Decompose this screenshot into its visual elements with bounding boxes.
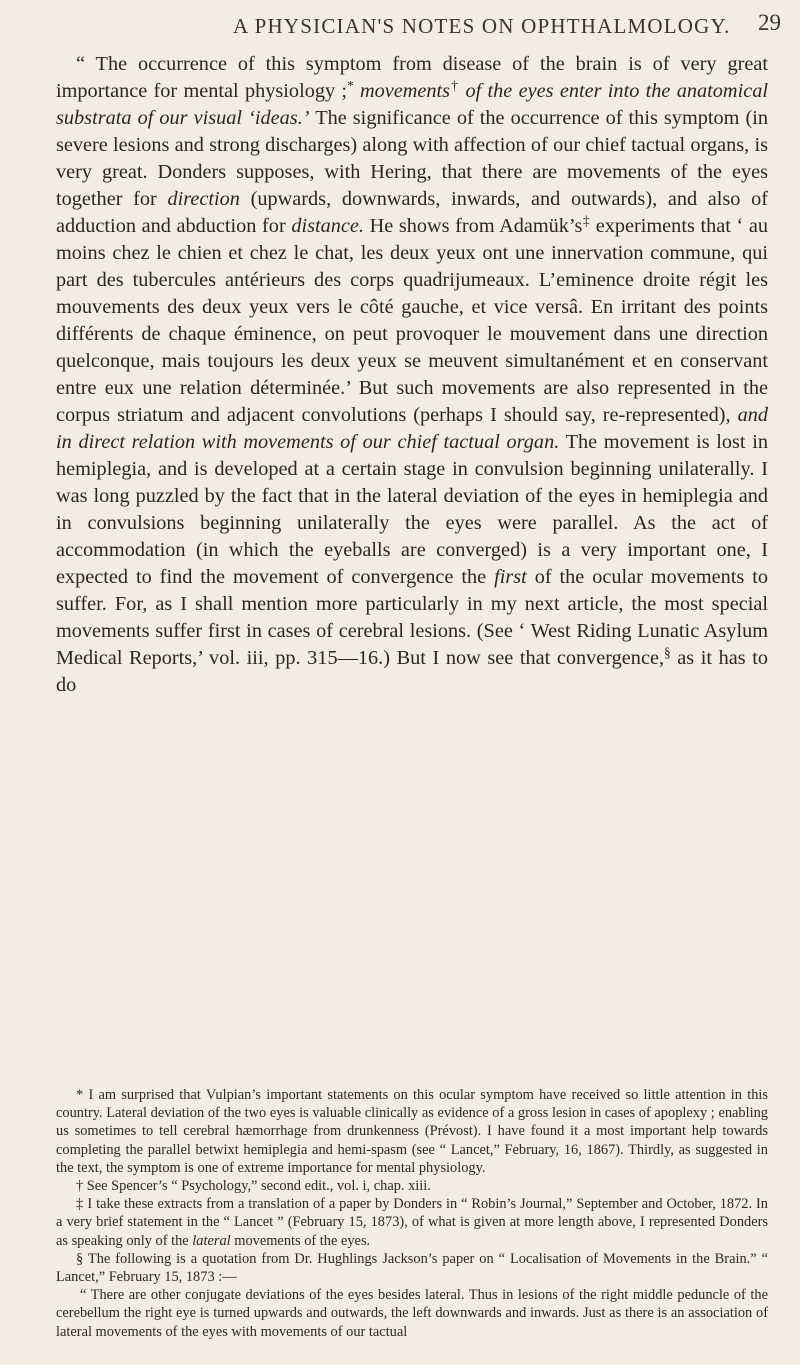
footnote-vulpian [56, 1086, 768, 1177]
italic-run: distance. [291, 215, 364, 237]
footnote-quotation [56, 1286, 768, 1341]
text-run: He shows from Adamük’s [363, 215, 583, 237]
footnotes [56, 1086, 768, 1341]
footnote-marker: † [450, 77, 460, 93]
italic-run: first [494, 566, 527, 588]
footnote-donders [56, 1195, 768, 1250]
text-run: § The following is a quotation from Dr. Hughlings Jackson’s paper on “ Localisation of Movements in the Brain.” “ Lancet,” February 15, 1873 :— [56, 1250, 768, 1286]
text-run: ‡ I take these extracts from a translation of a paper by Donders in “ Robin’s Journal,” September and October, 1872. In a very brief statement in the “ Lancet ” (February 15, 1873), of what is given at more length above, I represented Donders as speaking only of the [56, 1196, 768, 1249]
text-run: “ There are other conjugate deviations of the eyes besides lateral. Thus in lesions of the right middle peduncle of the cerebellum the right eye is turned upwards and outwards, the left downwards and inwards. Just as there is an association of lateral movements of the eyes with movements of our tactual [56, 1287, 768, 1340]
footnote-spencer [56, 1177, 768, 1195]
page-number: 29 [758, 10, 781, 35]
italic-run: and in direct relation with movements of our chief tactual organ. [56, 404, 768, 453]
text-run: The movement is lost in hemiplegia, and is developed at a certain stage in convulsion beginning unilaterally. I was long puzzled by the fact that in the lateral deviation of the eyes in hemiplegia and in convulsions beginning unilaterally the eyes were parallel. As the act of accommodation (in which the eyeballs are converged) is a very important one, I expected to find the movement of convergence the [56, 431, 768, 588]
italic-run: lateral [192, 1232, 231, 1249]
paragraph [56, 51, 768, 699]
running-title: A PHYSICIAN'S NOTES ON OPHTHALMOLOGY. [233, 14, 731, 38]
text-run: of the ocular movements to suffer. For, as I shall mention more particularly in my next article, the most special movements suffer first in cases of cerebral lesions. (See ‘ West Riding Lunatic Asylum Medical Reports,’ vol. iii, pp. 315—16.) But I now see that convergence, [56, 566, 769, 669]
text-run: † See Spencer’s “ Psychology,” second edit., vol. i, chap. xiii. [76, 1178, 431, 1195]
footnote-marker: ‡ [582, 212, 591, 228]
footnote-hughlings-jackson [56, 1250, 768, 1286]
italic-run: direction [167, 188, 240, 210]
text-run: * I am surprised that Vulpian’s important statements on this ocular symptom have received so little attention in this country. Lateral deviation of the two eyes is valuable clinically as evidence of a gross lesion in cases of apoplexy ; enabling us sometimes to tell cerebral hæmorrhage from drunkenness (Prévost). I have found it a most important help towards completing the parallel betwixt hemiplegia and hemi-spasm (see “ Lancet,” February, 16, 1867). Thirdly, as suggested in the text, the symptom is one of extreme importance for mental physiology. [56, 1087, 768, 1176]
text-run: as it has to do [56, 647, 768, 696]
text-run: “ The occurrence of this symptom from disease of the brain is of very great importance for mental physiology ; [56, 53, 768, 102]
footnote-marker: § [664, 644, 671, 660]
text-run: experiments that ‘ au moins chez le chien et chez le chat, les deux yeux ont une innervation commune, qui part des tubercules antérieurs des corps quadrijumeaux. L’eminence droite régit les mouvements des deux yeux vers le côté gauche, et vice versâ. En irritant des points différents de chaque éminence, on peut provoquer le mouvement dans une direction quelconque, mais toujours les deux yeux se meuvent simultanément et en conservant entre eux une relation déterminée.’ But such movements are also represented in the corpus striatum and adjacent convolutions (perhaps I should say, re-represented), [56, 215, 768, 426]
text-run: (upwards, downwards, inwards, and outwards), and also of adduction and abduction for [56, 188, 769, 237]
body-text [56, 51, 768, 699]
text-run: The significance of the occurrence of this symptom (in severe lesions and strong discharges) along with affection of our chief tactual organs, is very great. Donders supposes, with Hering, that there are movements of the eyes together for [56, 107, 768, 210]
italic-run: of the eyes enter into the anatomical substrata of our visual ‘ideas.’ [56, 80, 768, 129]
page-header [0, 6, 800, 46]
footnote-marker: * [347, 77, 354, 93]
text-run: movements of the eyes. [230, 1232, 371, 1249]
italic-run: movements [359, 80, 451, 102]
